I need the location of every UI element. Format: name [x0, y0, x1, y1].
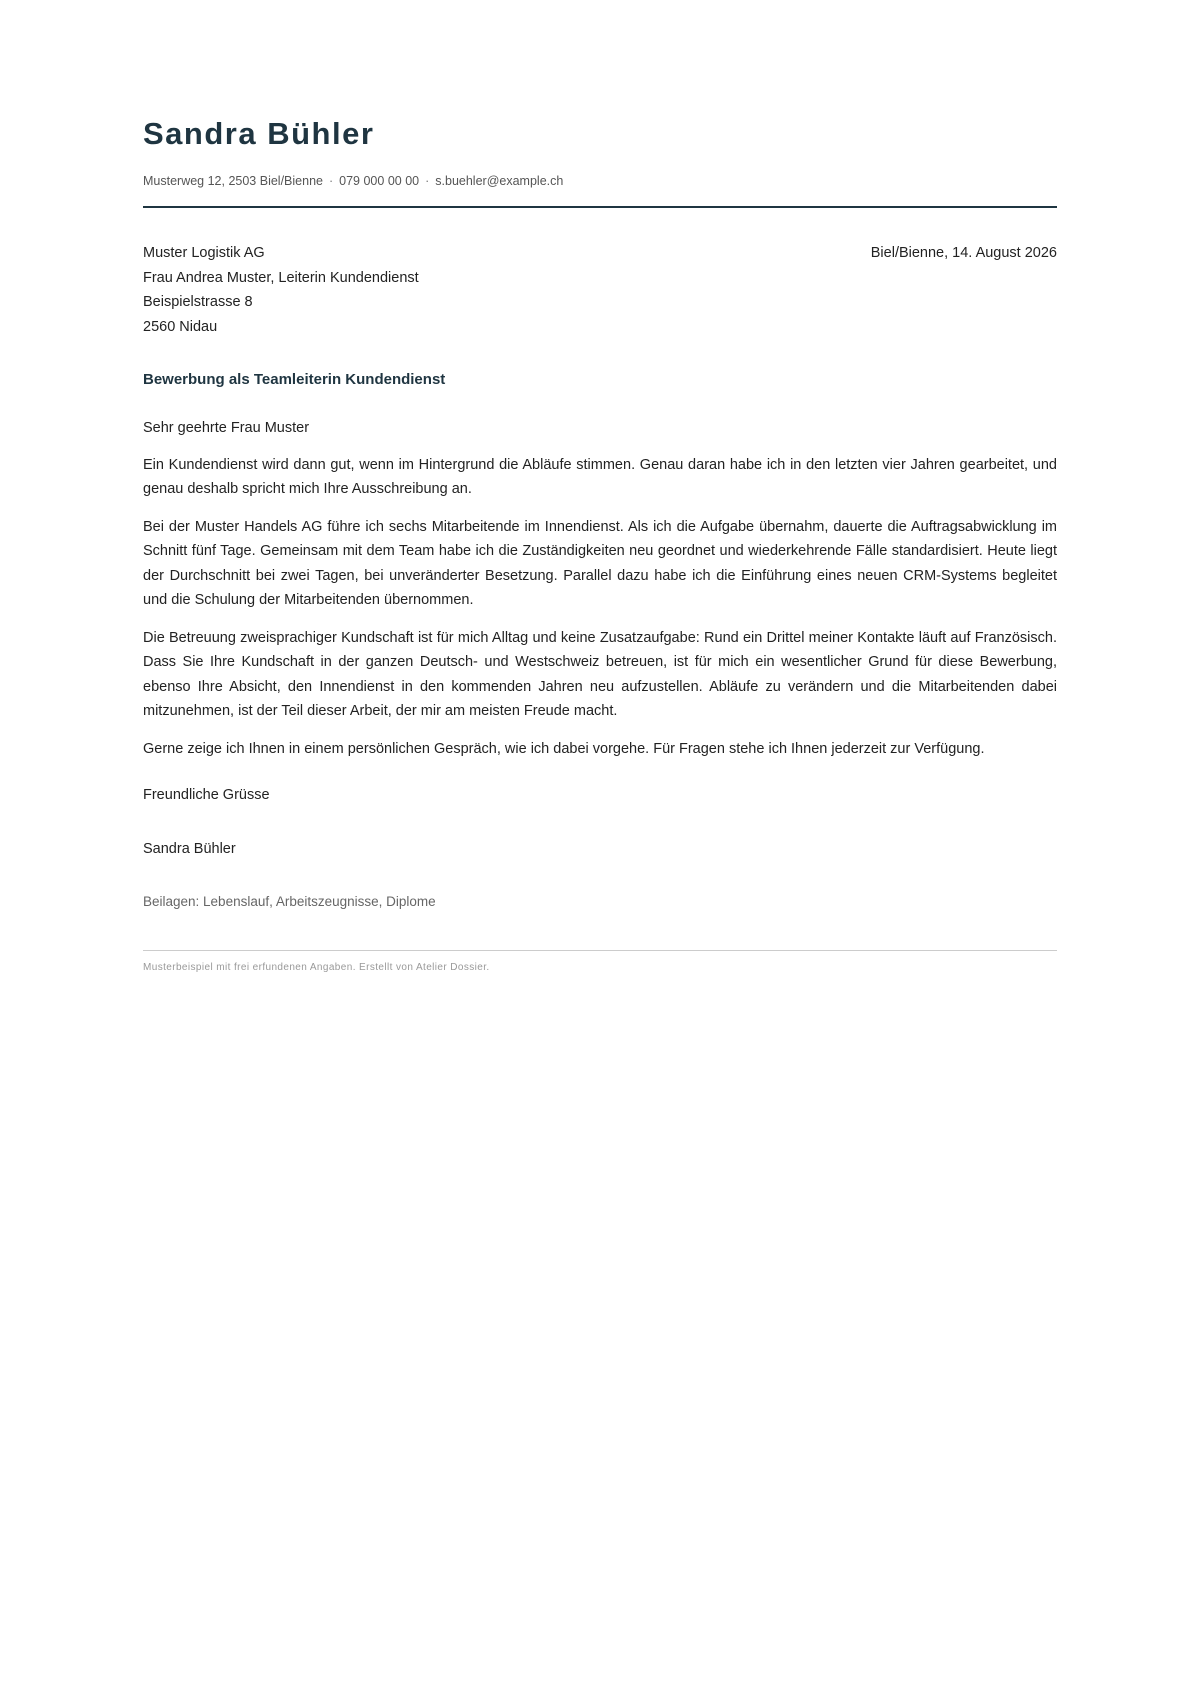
body-paragraph: Die Betreuung zweisprachiger Kundschaft ist für mich Alltag und keine Zusatzaufgabe: Rund ein Drittel meiner Kontakte läuft auf Französisch. Dass Sie Ihre Kundschaft in der ganzen Deutsch- und Westschweiz betreuen, ist für mich ein wesentlicher Grund für diese Bewerbung, ebenso Ihre Absicht, den Innendienst in den kommenden Jahren neu aufzustellen. Abläufe zu verändern und die Mitarbeitenden dabei mitzunehmen, ist der Teil dieser Arbeit, der mir am meisten Freude macht. — [143, 629, 1057, 719]
signature-name: Sandra Bühler — [143, 840, 236, 857]
header-divider — [143, 206, 1057, 208]
footer-divider — [143, 950, 1057, 951]
body-paragraph: Gerne zeige ich Ihnen in einem persönlichen Gespräch, wie ich dabei vorgehe. Für Fragen stehe ich Ihnen jederzeit zur Verfügung. — [143, 740, 985, 757]
contact-phone: 079 000 00 00 — [339, 174, 420, 188]
letter-subject: Bewerbung als Teamleiterin Kundendienst — [143, 371, 446, 388]
closing: Freundliche Grüsse — [143, 787, 270, 803]
contact-email: s.buehler@example.ch — [435, 174, 564, 188]
contact-separator: · — [425, 174, 430, 188]
contact-line — [143, 174, 563, 188]
recipient-city: 2560 Nidau — [143, 318, 218, 335]
letter-body — [143, 416, 1057, 915]
footer-note: Musterbeispiel mit frei erfundenen Angaben. Erstellt von Atelier Dossier. — [143, 962, 490, 973]
body-paragraph: Ein Kundendienst wird dann gut, wenn im Hintergrund die Abläufe stimmen. Genau daran habe ich in den letzten vier Jahren gearbeitet, und genau deshalb spricht mich Ihre Ausschreibung an. — [143, 456, 1057, 497]
recipient-company: Muster Logistik AG — [143, 245, 265, 261]
enclosures: Beilagen: Lebenslauf, Arbeitszeugnisse, Diplome — [143, 894, 436, 909]
salutation: Sehr geehrte Frau Muster — [143, 420, 310, 436]
recipient-person: Frau Andrea Muster, Leiterin Kundendienst — [143, 269, 419, 286]
body-paragraph: Bei der Muster Handels AG führe ich sechs Mitarbeitende im Innendienst. Als ich die Aufgabe übernahm, dauerte die Auftragsabwicklung im Schnitt fünf Tage. Gemeinsam mit dem Team habe ich die Zuständigkeiten neu geordnet und wiederkehrende Fälle standardisiert. Heute liegt der Durchschnitt bei zwei Tagen, bei unveränderter Besetzung. Parallel dazu habe ich die Einführung eines neuen CRM-Systems begleitet und die Schulung der Mitarbeitenden übernommen. — [143, 518, 1057, 608]
letter-date: Biel/Bienne, 14. August 2026 — [870, 245, 1057, 261]
recipient-street: Beispielstrasse 8 — [143, 294, 253, 310]
contact-separator: · — [328, 174, 334, 188]
contact-address: Musterweg 12, 2503 Biel/Bienne — [143, 174, 323, 188]
recipient-address — [143, 241, 419, 339]
applicant-name: Sandra Bühler — [143, 116, 375, 151]
